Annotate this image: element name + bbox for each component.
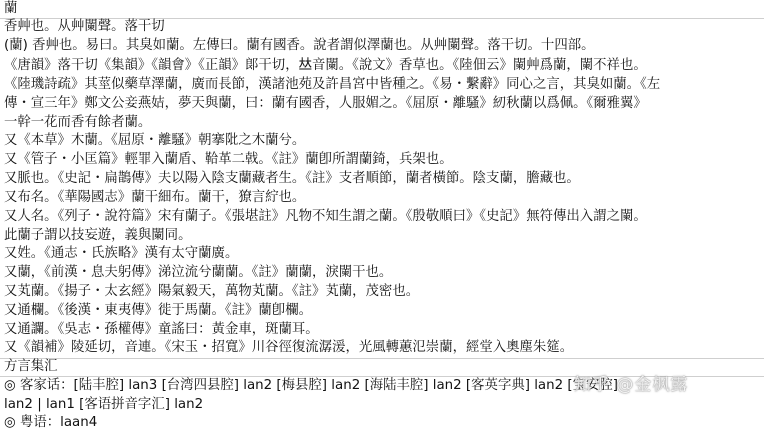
definition-line: 又《韻補》陵延切，音連。《宋玉・招寬》川谷徑復流潺湲，光風轉蕙氾崇蘭，經堂入奧塵朱筵。 — [4, 340, 574, 355]
definition-line: 又《管子・小匡篇》輕罪入蘭盾、鞈革二戟。《註》蘭卽所謂蘭錡，兵架也。 — [4, 152, 453, 167]
definition-line: 香艸也。从艸闌聲。落干切 — [4, 19, 165, 34]
definition-line: 傳・宣三年》鄭文公妾燕姞，夢天與蘭，曰：蘭有國香，人服媚之。《屈原・離騷》紉秋蘭以爲佩。《爾雅翼》 — [4, 96, 647, 111]
definition-line: 此蘭子謂以技妄遊，義與闌同。 — [4, 228, 192, 243]
definition-line: 又《本草》木蘭。《屈原・離騷》朝搴阰之木蘭兮。 — [4, 133, 306, 148]
cantonese-pronunciation: ◎ 粤语：laan4 — [4, 415, 98, 430]
dialect-section-title: 方言集汇 — [4, 359, 58, 374]
definition-line: 一幹一花而香有餘者蘭。 — [4, 115, 152, 130]
watermark: 知乎 @金枫露 — [574, 375, 689, 395]
hakka-pronunciation: ◎ 客家话：[陆丰腔] lan3 [台湾四县腔] lan2 [梅县腔] lan2 [海陆丰腔] lan2 [客英字典] lan2 [宝安腔] — [4, 378, 619, 393]
definition-line: 又布名。《華陽國志》蘭干細布。蘭干，獠言紵也。 — [4, 190, 306, 205]
headword: 蘭 — [4, 1, 18, 16]
definition-line: 又人名。《列子・說符篇》宋有蘭子。《張堪註》凡物不知生謂之蘭。《殷敬順曰》《史記》無符傳出入謂之闌。 — [4, 209, 647, 224]
definition-line: 又通欄。《後漢・東夷傳》徙于馬蘭。《註》蘭卽欄。 — [4, 303, 312, 318]
definition-line: 又蘭，《前漢・息夫躬傳》涕泣流兮蘭蘭。《註》蘭蘭，淚闌干也。 — [4, 265, 393, 280]
hakka-pronunciation-cont: lan2 | lan1 [客语拼音字汇] lan2 — [4, 397, 204, 412]
definition-line: 又姓。《通志・氏族略》漢有太守蘭廣。 — [4, 246, 239, 261]
definition-line: 《唐韻》落干切《集韻》《韻會》《正韻》郞干切，𠀤音闌。《說文》香草也。《陸佃云》闌艸爲蘭，闌不祥也。 — [4, 58, 647, 73]
definition-line: 又芄蘭。《揚子・太玄經》陽氣毅天，萬物芄蘭。《註》芄蘭，茂密也。 — [4, 284, 420, 299]
definition-line: 又脈也。《史記・扁鵲傳》夫以陽入陰支蘭藏者生。《註》支者順節，蘭者橫節。陰支蘭，膽藏也。 — [4, 171, 580, 186]
definition-line: 又通讕。《吳志・孫權傳》童謠曰：黃金車，斑蘭耳。 — [4, 322, 319, 337]
definition-line: (蘭) 香艸也。易曰。其臭如蘭。左傳曰。蘭有國香。說者謂似澤蘭也。从艸闌聲。落干切。十四部。 — [4, 38, 595, 53]
definition-line: 《陸璣詩疏》其莖似藥草澤蘭，廣而長節，漢諸池苑及許昌宮中皆種之。《易・繫辭》同心之言，其臭如蘭。《左 — [4, 77, 661, 92]
